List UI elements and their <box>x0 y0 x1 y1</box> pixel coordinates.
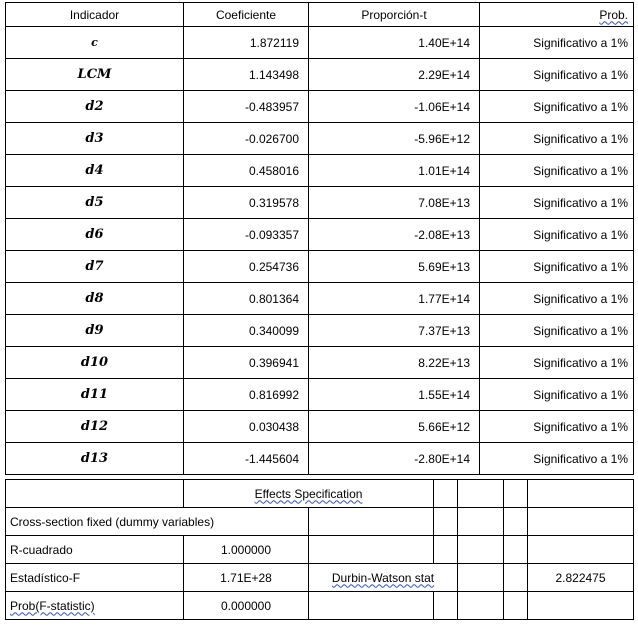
table-row <box>6 123 634 155</box>
indicator-cell: d10 <box>6 347 184 379</box>
table-row <box>6 411 634 443</box>
table-row <box>6 219 634 251</box>
coefficient-cell: 0.254736 <box>184 251 309 283</box>
coefficient-cell: -0.093357 <box>184 219 309 251</box>
results-document <box>5 2 633 620</box>
table-row <box>6 27 634 59</box>
table-header-row <box>6 3 634 27</box>
prob-cell: Significativo a 1% <box>480 155 634 187</box>
table-row <box>6 347 634 379</box>
prob-cell: Significativo a 1% <box>480 187 634 219</box>
indicator-cell: d13 <box>6 443 184 475</box>
prob-cell: Significativo a 1% <box>480 411 634 443</box>
table-row <box>6 59 634 91</box>
t-ratio-cell: 1.01E+14 <box>309 155 480 187</box>
t-ratio-cell: -1.06E+14 <box>309 91 480 123</box>
header-proporcion-t: Proporción-t <box>309 3 480 27</box>
table-row <box>6 443 634 475</box>
prob-cell: Significativo a 1% <box>480 219 634 251</box>
coefficient-cell: 1.143498 <box>184 59 309 91</box>
f-stat-label: Estadístico-F <box>6 564 184 592</box>
durbin-watson-label: Durbin-Watson stat <box>309 564 458 592</box>
prob-f-value: 0.000000 <box>184 592 309 620</box>
header-coeficiente: Coeficiente <box>184 3 309 27</box>
prob-cell: Significativo a 1% <box>480 347 634 379</box>
coefficient-cell: -0.026700 <box>184 123 309 155</box>
indicator-cell: LCM <box>6 59 184 91</box>
effects-table <box>5 479 634 620</box>
header-indicador: Indicador <box>6 3 184 27</box>
indicator-cell: d2 <box>6 91 184 123</box>
t-ratio-cell: 2.29E+14 <box>309 59 480 91</box>
f-stat-value: 1.71E+28 <box>184 564 309 592</box>
coefficient-cell: 0.319578 <box>184 187 309 219</box>
prob-cell: Significativo a 1% <box>480 91 634 123</box>
coefficient-cell: 0.801364 <box>184 283 309 315</box>
table-row <box>6 187 634 219</box>
indicator-cell: d7 <box>6 251 184 283</box>
prob-f-label: Prob(F-statistic) <box>6 592 184 620</box>
table-row <box>6 251 634 283</box>
effects-specification-title: Effects Specification <box>184 480 434 508</box>
coefficient-cell: -0.483957 <box>184 91 309 123</box>
t-ratio-cell: -2.08E+13 <box>309 219 480 251</box>
indicator-cell: d3 <box>6 123 184 155</box>
indicator-cell: d4 <box>6 155 184 187</box>
indicator-cell: d6 <box>6 219 184 251</box>
effects-title-row <box>6 480 634 508</box>
t-ratio-cell: 7.08E+13 <box>309 187 480 219</box>
t-ratio-cell: 1.55E+14 <box>309 379 480 411</box>
t-ratio-cell: 8.22E+13 <box>309 347 480 379</box>
coefficient-cell: -1.445604 <box>184 443 309 475</box>
cross-section-label: Cross-section fixed (dummy variables) <box>6 508 309 536</box>
table-row <box>6 315 634 347</box>
t-ratio-cell: -2.80E+14 <box>309 443 480 475</box>
prob-cell: Significativo a 1% <box>480 315 634 347</box>
prob-cell: Significativo a 1% <box>480 443 634 475</box>
indicator-cell: d8 <box>6 283 184 315</box>
t-ratio-cell: 1.40E+14 <box>309 27 480 59</box>
coefficient-cell: 0.816992 <box>184 379 309 411</box>
coefficient-cell: 0.458016 <box>184 155 309 187</box>
dummy-row <box>6 508 634 536</box>
r2-row <box>6 536 634 564</box>
t-ratio-cell: 5.69E+13 <box>309 251 480 283</box>
indicator-cell: d12 <box>6 411 184 443</box>
prob-cell: Significativo a 1% <box>480 251 634 283</box>
header-prob: Prob. <box>480 3 634 27</box>
coefficient-cell: 0.396941 <box>184 347 309 379</box>
prob-cell: Significativo a 1% <box>480 27 634 59</box>
prob-cell: Significativo a 1% <box>480 123 634 155</box>
t-ratio-cell: -5.96E+12 <box>309 123 480 155</box>
coefficient-table <box>5 2 634 475</box>
f-stat-row <box>6 564 634 592</box>
durbin-watson-value: 2.822475 <box>528 564 634 592</box>
table-row <box>6 155 634 187</box>
table-row <box>6 379 634 411</box>
coefficient-cell: 0.030438 <box>184 411 309 443</box>
r2-value: 1.000000 <box>184 536 309 564</box>
r2-label: R-cuadrado <box>6 536 184 564</box>
indicator-cell: d9 <box>6 315 184 347</box>
indicator-cell: d11 <box>6 379 184 411</box>
coefficient-cell: 0.340099 <box>184 315 309 347</box>
t-ratio-cell: 5.66E+12 <box>309 411 480 443</box>
coefficient-cell: 1.872119 <box>184 27 309 59</box>
prob-cell: Significativo a 1% <box>480 379 634 411</box>
prob-cell: Significativo a 1% <box>480 283 634 315</box>
prob-f-row <box>6 592 634 620</box>
t-ratio-cell: 1.77E+14 <box>309 283 480 315</box>
indicator-cell: c <box>6 27 184 59</box>
table-row <box>6 283 634 315</box>
indicator-cell: d5 <box>6 187 184 219</box>
t-ratio-cell: 7.37E+13 <box>309 315 480 347</box>
table-row <box>6 91 634 123</box>
prob-cell: Significativo a 1% <box>480 59 634 91</box>
